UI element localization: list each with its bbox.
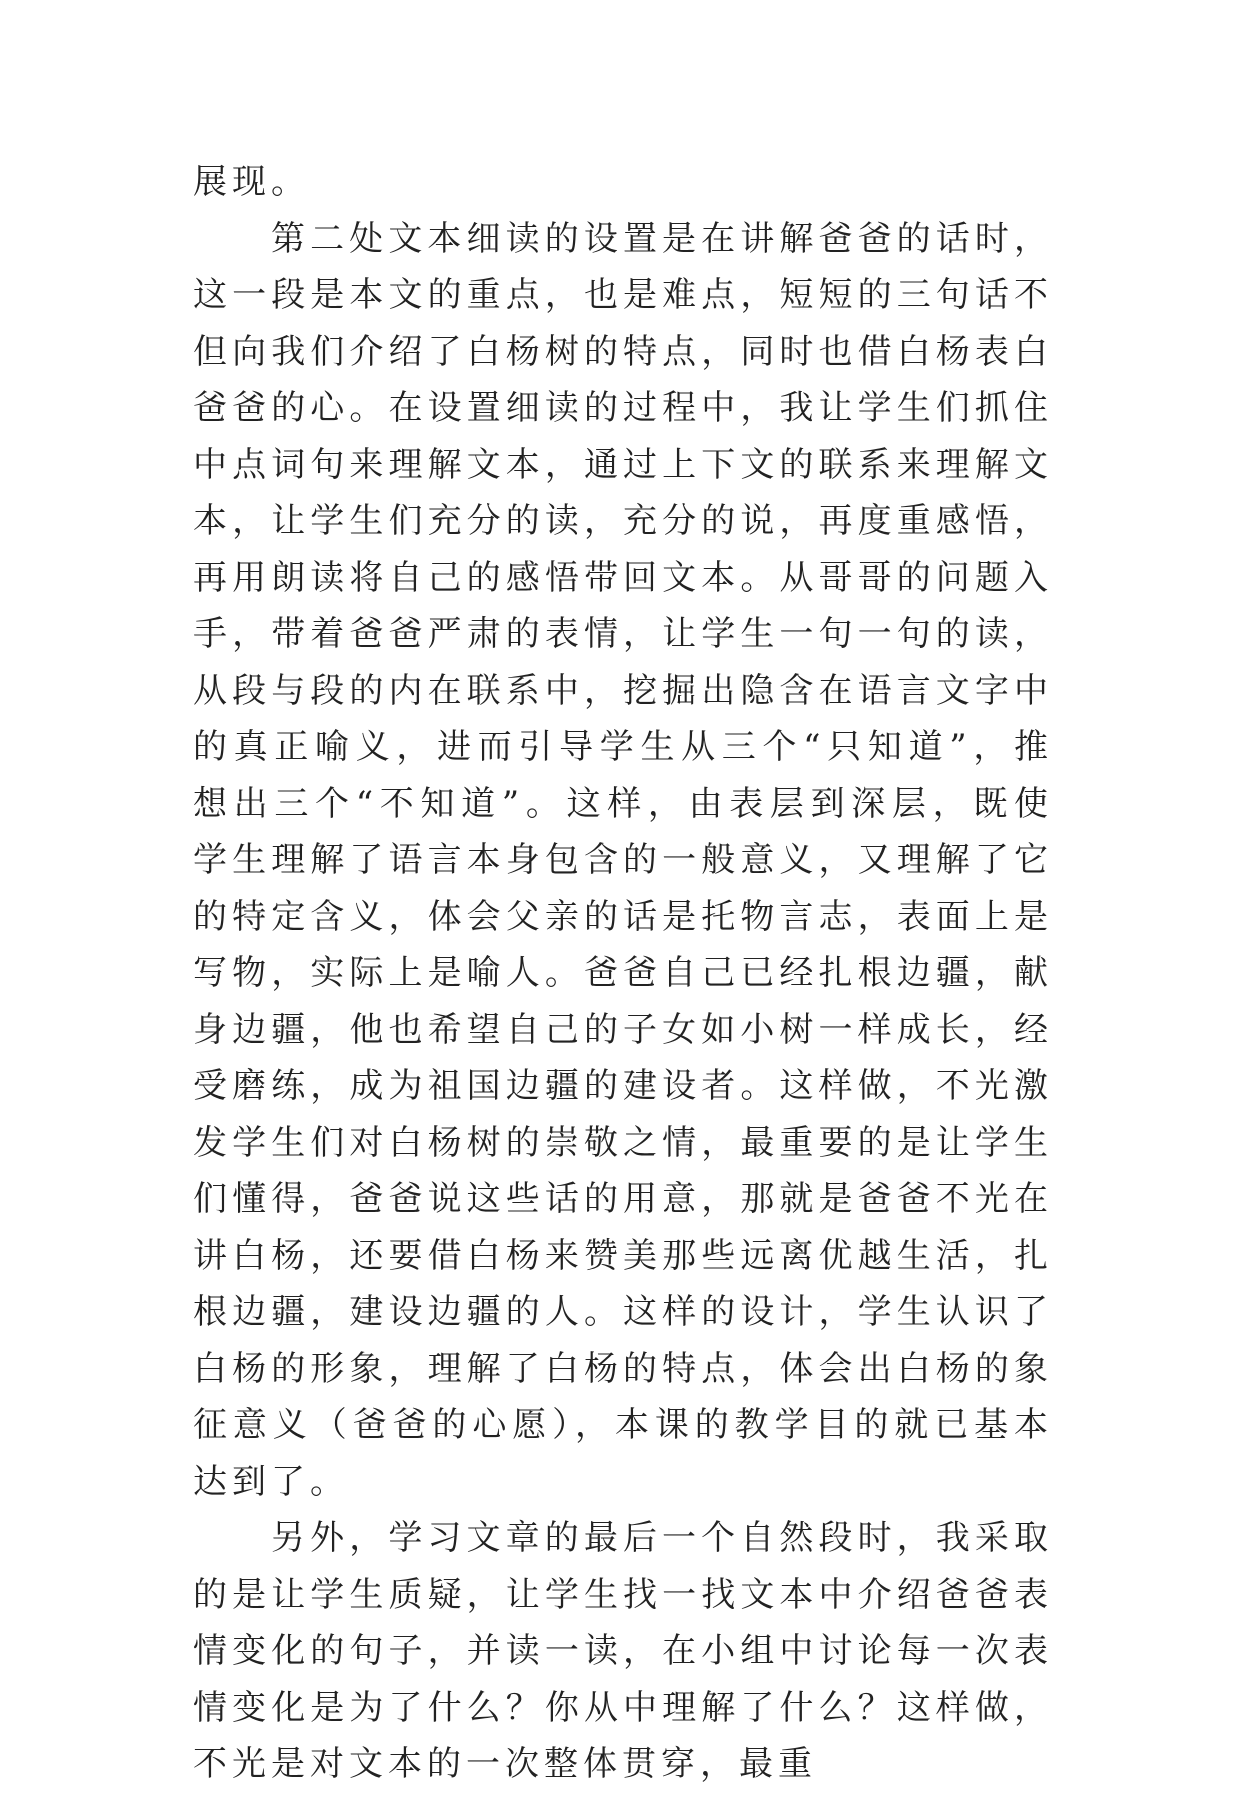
paragraph-last-section-study: 另外，学习文章的最后一个自然段时，我采取的是让学生质疑，让学生找一找文本中介绍爸爸表情变化的句子，并读一读，在小组中讨论每一次表情变化是为了什么？你从中理解了什么？这样做，不光是对文本的一次整体贯穿，最重 [193,1518,1053,1784]
document-body [193,154,1053,1793]
paragraph-continuation: 展现。 [193,162,310,202]
paragraph-second-close-reading: 第二处文本细读的设置是在讲解爸爸的话时，这一段是本文的重点，也是难点，短短的三句话不但向我们介绍了白杨树的特点，同时也借白杨表白爸爸的心。在设置细读的过程中，我让学生们抓住中点词句来理解文本，通过上下文的联系来理解文本，让学生们充分的读，充分的说，再度重感悟，再用朗读将自己的感悟带回文本。从哥哥的问题入手，带着爸爸严肃的表情，让学生一句一句的读，从段与段的内在联系中，挖掘出隐含在语言文字中的真正喻义，进而引导学生从三个“只知道”，推想出三个“不知道”。这样，由表层到深层，既使学生理解了语言本身包含的一般意义，又理解了它的特定含义，体会父亲的话是托物言志，表面上是写物，实际上是喻人。爸爸自己已经扎根边疆，献身边疆，他也希望自己的子女如小树一样成长，经受磨练，成为祖国边疆的建设者。这样做，不光激发学生们对白杨树的崇敬之情，最重要的是让学生们懂得，爸爸说这些话的用意，那就是爸爸不光在讲白杨，还要借白杨来赞美那些远离优越生活，扎根边疆，建设边疆的人。这样的设计，学生认识了白杨的形象，理解了白杨的特点，体会出白杨的象征意义（爸爸的心愿），本课的教学目的就已基本达到了。 [193,218,1053,1502]
